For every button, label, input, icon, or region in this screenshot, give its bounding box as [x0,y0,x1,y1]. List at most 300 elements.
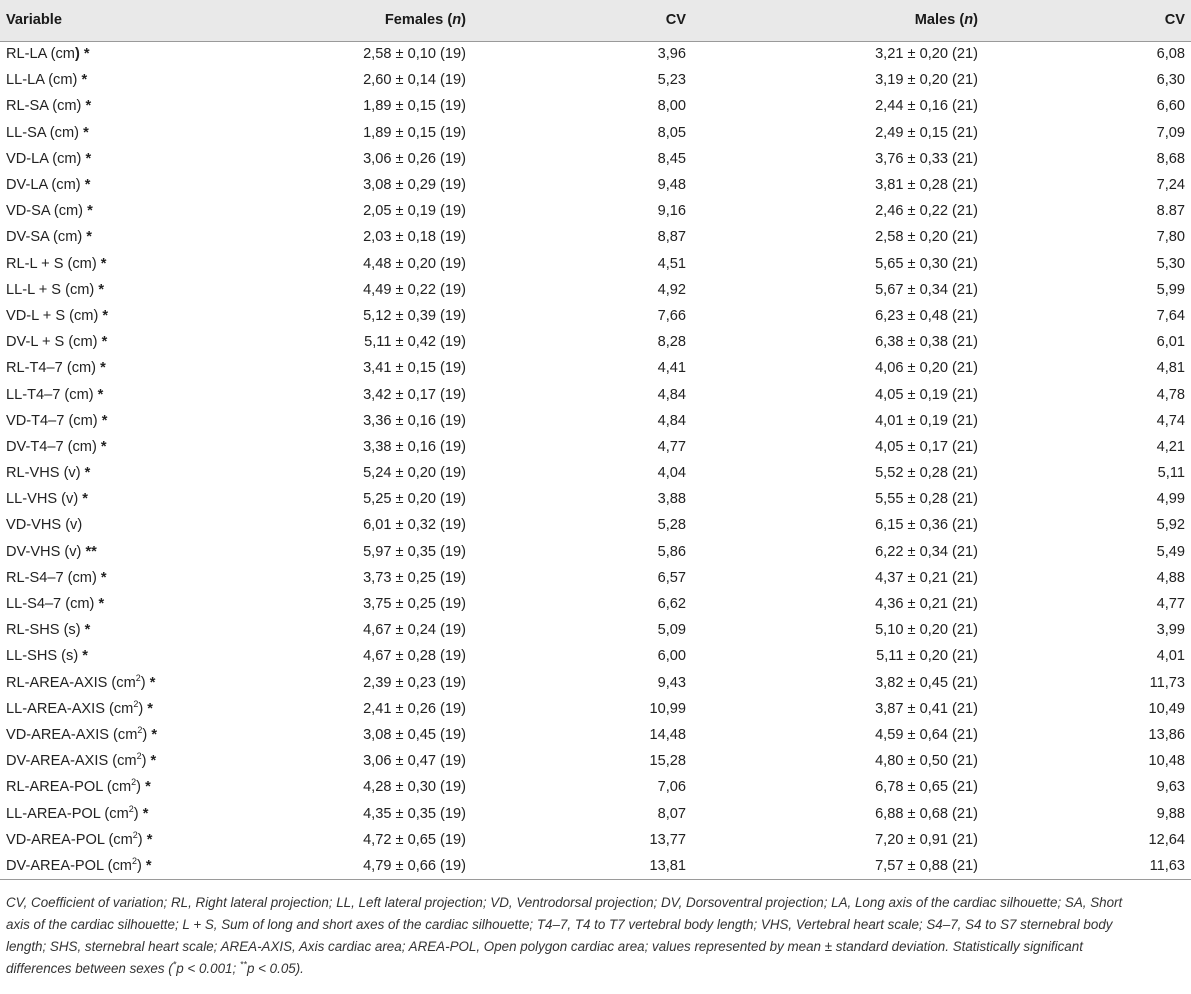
cell-cv-males: 5,92 [1156,517,1185,534]
variable-name: RL-SHS (s [6,622,76,639]
cell-variable [0,617,302,643]
cell-males: 7,20 ± 0,91 (21) [875,831,978,848]
cell-variable [0,329,302,355]
cell-cv-males: 4,21 [1156,438,1185,455]
cell-cv-males: 11,63 [1149,857,1185,874]
cell-females: 3,08 ± 0,29 (19) [363,177,466,194]
cell-cv-males: 10,49 [1148,700,1185,717]
table-row [0,251,1191,277]
cell-variable [0,120,302,146]
cell-females: 3,73 ± 0,25 (19) [363,569,466,586]
cell-cv-males: 9,63 [1156,779,1185,796]
variable-unit-close: ) [76,98,82,115]
cell-variable [0,748,302,774]
cell-males: 5,67 ± 0,34 (21) [875,281,978,298]
cell-males: 4,36 ± 0,21 (21) [875,596,978,613]
significance-marker: * [102,307,109,324]
variable-name: RL-AREA-AXIS (cm [6,674,136,691]
cell-cv-females: 14,48 [649,726,686,743]
variable-name: DV-AREA-AXIS (cm [6,753,137,770]
cell-cv-males: 4,88 [1156,569,1185,586]
variable-unit-close: ) [91,360,97,377]
significance-marker: * [149,674,156,691]
table-row [0,224,1191,250]
cell-variable [0,303,302,329]
table-row [0,643,1191,669]
cell-females: 3,06 ± 0,47 (19) [363,753,466,770]
cell-males: 3,81 ± 0,28 (21) [875,177,978,194]
header-males-n: n [964,12,974,29]
cell-cv-females: 13,81 [649,857,686,874]
variable-unit-superscript: 2 [128,803,134,814]
cell-males: 6,78 ± 0,65 (21) [875,779,978,796]
variable-unit-close: ) [138,700,144,717]
cell-variable [0,146,302,172]
cell-variable [0,408,302,434]
header-cv-males: CV [1164,12,1185,29]
variable-unit-close: ) [74,124,79,141]
cell-variable [0,198,302,224]
variable-unit-close: ) [136,779,142,796]
variable-unit-close: ) [74,46,80,63]
cell-variable [0,251,302,277]
significance-marker: * [82,491,88,508]
variable-name: RL-SA (cm [6,98,77,115]
cell-females: 5,12 ± 0,39 (19) [363,307,466,324]
variable-unit-close: ) [78,203,84,220]
variable-name: LL-AREA-AXIS (cm [6,700,134,717]
significance-marker: * [83,46,90,63]
variable-name: LL-SA (cm [6,124,75,141]
table-row [0,303,1191,329]
table-row [0,93,1191,119]
variable-name: RL-VHS (v [6,465,76,482]
cell-females: 2,39 ± 0,23 (19) [363,674,466,691]
cell-variable [0,93,302,119]
cell-females: 2,60 ± 0,14 (19) [363,72,466,89]
table-row [0,408,1191,434]
table-body [0,41,1191,879]
variable-name: VD-T4–7 (cm [6,412,93,429]
cell-variable [0,434,302,460]
significance-marker: * [83,124,89,141]
cell-variable [0,172,302,198]
cell-males: 7,57 ± 0,88 (21) [875,857,978,874]
cell-variable [0,722,302,748]
variable-name: DV-VHS (v [6,543,77,560]
table-row [0,329,1191,355]
variable-unit-close: ) [92,412,98,429]
variable-unit-close: ) [142,726,148,743]
variable-name: VD-AREA-POL (cm [6,831,133,848]
table-row [0,774,1191,800]
cell-cv-females: 8,07 [657,805,686,822]
significance-marker: * [146,831,153,848]
variable-unit-close: ) [91,569,97,586]
cell-variable [0,827,302,853]
significance-marker: * [150,753,157,770]
table-row [0,670,1191,696]
cell-males: 4,80 ± 0,50 (21) [875,753,978,770]
variable-unit-superscript: 2 [136,751,142,762]
variable-unit-close: ) [91,438,97,455]
cell-females: 3,38 ± 0,16 (19) [363,438,466,455]
significance-marker: * [145,857,152,874]
variable-name: RL-T4–7 (cm [6,360,92,377]
cell-cv-females: 7,66 [657,307,686,324]
cell-variable [0,853,302,879]
variable-unit-close: ) [141,753,147,770]
cell-cv-males: 4,74 [1156,412,1185,429]
variable-unit-close: ) [136,857,142,874]
significance-marker: * [101,412,108,429]
cell-cv-males: 10,48 [1148,753,1185,770]
cell-males: 3,21 ± 0,20 (21) [875,46,978,63]
variable-name: RL-L + S (cm [6,255,92,272]
table-row [0,591,1191,617]
significance-marker: * [97,386,104,403]
cell-males: 4,05 ± 0,17 (21) [875,438,978,455]
cell-females: 3,08 ± 0,45 (19) [363,726,466,743]
cell-cv-females: 8,87 [657,229,686,246]
cell-cv-males: 4,78 [1156,386,1185,403]
cell-females: 6,01 ± 0,32 (19) [363,517,466,534]
significance-marker: * [142,805,149,822]
cell-males: 2,58 ± 0,20 (21) [875,229,978,246]
cell-males: 5,65 ± 0,30 (21) [875,255,978,272]
variable-unit-close: ) [140,674,146,691]
significance-marker: * [85,98,92,115]
significance-marker: * [98,596,105,613]
cell-cv-females: 7,06 [657,779,686,796]
significance-marker: * [85,150,92,167]
cell-cv-males: 3,99 [1156,622,1185,639]
cell-cv-females: 8,00 [657,98,686,115]
significance-marker: * [81,72,88,89]
cell-cv-males: 6,08 [1156,46,1185,63]
cell-males: 4,01 ± 0,19 (21) [875,412,978,429]
header-cv-females: CV [665,12,686,29]
footnote-abbreviations: CV, Coefficient of variation; RL, Right lateral projection; LL, Left lateral projection; VD, Ventrodorsal projection; DV, Dorsoventral projection; LA, Long axis of the cardiac silhouette; SA, Short axis of the cardiac silhouette; L + S, Sum of long and short axes of the cardiac silhouette; T4–7, T4 to T7 vertebral body length; VHS, Vertebral heart scale; S4–7, S4 to S7 sternebral body length; SHS, sternebral heart scale; AREA-AXIS, Axis cardiac area; AREA-POL, Open polygon cardiac area; values represented by mean ± standard deviation. [6,894,1123,954]
significance-marker: * [84,622,91,639]
variable-unit-superscript: 2 [133,698,139,709]
variable-unit-superscript: 2 [135,672,141,683]
significance-marker: * [98,281,105,298]
table-row [0,853,1191,879]
cell-males: 3,87 ± 0,41 (21) [875,700,978,717]
cell-cv-males: 7,80 [1156,229,1185,246]
cell-females: 4,28 ± 0,30 (19) [363,779,466,796]
cell-males: 2,44 ± 0,16 (21) [875,98,978,115]
variable-unit-close: ) [73,491,79,508]
cell-cv-males: 4,99 [1156,491,1185,508]
cell-females: 5,25 ± 0,20 (19) [363,491,466,508]
table-row [0,460,1191,486]
footnote-mark-1: * [172,959,177,970]
variable-name: LL-L + S (cm [6,281,90,298]
cell-cv-females: 8,28 [657,334,686,351]
table-row [0,696,1191,722]
cell-males: 5,52 ± 0,28 (21) [875,465,978,482]
cell-variable [0,800,302,826]
significance-marker: * [145,779,151,796]
header-females: Females (n) [384,12,466,29]
cell-males: 6,88 ± 0,68 (21) [875,805,978,822]
cell-males: 6,15 ± 0,36 (21) [875,517,978,534]
variable-name: VD-LA (cm [6,150,77,167]
cell-cv-females: 5,09 [657,622,686,639]
cell-cv-females: 5,28 [657,517,686,534]
table-row [0,486,1191,512]
significance-marker: * [84,465,91,482]
cell-females: 3,41 ± 0,15 (19) [363,360,466,377]
table-row [0,355,1191,381]
variable-unit-close: ) [76,543,82,560]
cell-females: 4,79 ± 0,66 (19) [363,857,466,874]
variable-name: RL-AREA-POL (cm [6,779,132,796]
variable-name: DV-T4–7 (cm [6,438,92,455]
cell-cv-males: 4,81 [1156,360,1185,377]
variable-unit-superscript: 2 [131,777,137,788]
variable-unit-close: ) [89,281,95,298]
header-females-label: Females [384,12,444,29]
cell-males: 2,46 ± 0,22 (21) [875,203,978,220]
variable-name: LL-AREA-POL (cm [6,805,129,822]
cell-variable [0,224,302,250]
cell-females: 2,05 ± 0,19 (19) [363,203,466,220]
variable-unit-close: ) [91,255,97,272]
cell-cv-females: 9,43 [657,674,686,691]
variable-name: VD-SA (cm [6,203,79,220]
header-males: Males (n) [914,12,978,29]
table-row [0,172,1191,198]
cell-cv-males: 6,30 [1156,72,1185,89]
variable-name: DV-SA (cm [6,229,78,246]
cell-variable [0,591,302,617]
cell-females: 3,75 ± 0,25 (19) [363,596,466,613]
cell-cv-males: 8.87 [1156,203,1185,220]
cell-males: 4,06 ± 0,20 (21) [875,360,978,377]
variable-name: DV-AREA-POL (cm [6,857,132,874]
variable-name: DV-L + S (cm [6,334,93,351]
cell-cv-females: 10,99 [649,700,686,717]
cell-cv-females: 5,86 [657,543,686,560]
cell-cv-females: 4,84 [657,386,686,403]
cell-cv-females: 4,04 [657,465,686,482]
cell-cv-females: 4,84 [657,412,686,429]
variable-name: RL-S4–7 (cm [6,569,92,586]
cell-females: 2,58 ± 0,10 (19) [363,46,466,63]
variable-unit-close: ) [89,596,95,613]
significance-marker: * [84,177,91,194]
cell-cv-females: 4,92 [657,281,686,298]
cell-variable [0,539,302,565]
variable-name: RL-LA (cm [6,46,75,63]
variable-unit-close: ) [75,177,81,194]
variable-name: VD-L + S (cm [6,307,94,324]
cell-males: 5,11 ± 0,20 (21) [876,648,978,665]
cell-cv-females: 8,05 [657,124,686,141]
cell-cv-males: 8,68 [1156,150,1185,167]
cell-males: 4,59 ± 0,64 (21) [875,726,978,743]
variable-unit-close: ) [93,307,99,324]
cell-variable [0,67,302,93]
cell-variable [0,774,302,800]
variable-unit-superscript: 2 [131,855,137,866]
table-row [0,617,1191,643]
cell-females: 4,48 ± 0,20 (19) [363,255,466,272]
variable-unit-close: ) [73,648,79,665]
table-row [0,120,1191,146]
cell-females: 4,67 ± 0,28 (19) [363,648,466,665]
variable-unit-close: ) [72,72,78,89]
cell-females: 2,41 ± 0,26 (19) [363,700,466,717]
cell-cv-females: 6,00 [657,648,686,665]
cell-females: 5,24 ± 0,20 (19) [363,465,466,482]
cell-females: 2,03 ± 0,18 (19) [363,229,466,246]
table-row [0,800,1191,826]
table-row [0,198,1191,224]
significance-marker: * [86,229,92,246]
cell-variable [0,565,302,591]
cell-variable [0,670,302,696]
cell-cv-females: 4,77 [657,438,686,455]
cell-males: 4,37 ± 0,21 (21) [875,569,978,586]
variable-name: LL-SHS (s [6,648,74,665]
cell-variable [0,355,302,381]
variable-name: VD-AREA-AXIS (cm [6,726,138,743]
cell-males: 2,49 ± 0,15 (21) [875,124,978,141]
cell-cv-females: 3,88 [657,491,686,508]
cell-cv-males: 13,86 [1148,726,1185,743]
cell-females: 3,06 ± 0,26 (19) [363,150,466,167]
variable-unit-close: ) [77,229,83,246]
header-variable: Variable [6,12,62,29]
cell-cv-females: 6,57 [657,569,686,586]
variable-unit-close: ) [75,465,81,482]
cell-cv-males: 6,60 [1156,98,1185,115]
cell-males: 3,19 ± 0,20 (21) [875,72,978,89]
variable-unit-superscript: 2 [137,725,143,736]
variable-unit-close: ) [88,386,94,403]
cell-cv-females: 5,23 [657,72,686,89]
cell-males: 6,38 ± 0,38 (21) [875,334,978,351]
variable-name: LL-LA (cm [6,72,73,89]
footnote-significance: Statistically significant differences between sexes (*p < 0.001; **p < 0.05). [6,938,1083,976]
table-row [0,277,1191,303]
cell-males: 5,10 ± 0,20 (21) [875,622,978,639]
cell-cv-males: 7,09 [1156,124,1185,141]
cell-males: 6,23 ± 0,48 (21) [875,307,978,324]
table-row [0,41,1191,67]
cell-males: 4,05 ± 0,19 (21) [875,386,978,403]
cell-females: 1,89 ± 0,15 (19) [363,98,466,115]
header-females-n: n [452,12,462,29]
footnote-mark-2: ** [239,959,247,970]
significance-marker: * [100,255,107,272]
significance-marker: * [101,334,108,351]
table-header-row [0,0,1191,41]
variable-unit-close: ) [76,150,82,167]
cell-variable [0,696,302,722]
table-row [0,67,1191,93]
significance-marker: * [82,648,88,665]
cell-variable [0,460,302,486]
variable-unit-close: ) [75,622,81,639]
variable-name: LL-VHS (v [6,491,74,508]
table-row [0,146,1191,172]
cell-variable [0,277,302,303]
cell-females: 3,36 ± 0,16 (19) [363,412,466,429]
variable-name: VD-VHS (v [6,517,78,534]
cell-variable [0,512,302,538]
cell-cv-females: 13,77 [649,831,686,848]
significance-marker: * [147,700,153,717]
significance-marker: * [87,203,93,220]
table-row [0,827,1191,853]
cell-cv-males: 4,77 [1156,596,1185,613]
variable-unit-close: ) [92,334,98,351]
significance-marker: * [151,726,157,743]
cell-females: 3,42 ± 0,17 (19) [363,386,466,403]
cell-cv-males: 5,30 [1156,255,1185,272]
table-row [0,381,1191,407]
variable-unit-close: ) [77,517,83,534]
cell-cv-females: 9,48 [657,177,686,194]
cell-variable [0,486,302,512]
header-males-label: Males [914,12,956,29]
cell-variable [0,41,302,67]
cell-cv-males: 4,01 [1156,648,1185,665]
cell-cv-females: 4,51 [657,255,686,272]
cell-males: 3,76 ± 0,33 (21) [875,150,978,167]
table-row [0,512,1191,538]
cell-cv-females: 8,45 [657,150,686,167]
cell-males: 5,55 ± 0,28 (21) [875,491,978,508]
cell-males: 6,22 ± 0,34 (21) [875,543,978,560]
cell-cv-males: 6,01 [1156,334,1185,351]
significance-marker: ** [85,543,97,560]
table-row [0,434,1191,460]
table-row [0,565,1191,591]
significance-marker: * [100,438,107,455]
cell-cv-females: 15,28 [649,753,686,770]
cell-cv-males: 11,73 [1149,674,1185,691]
cell-variable [0,381,302,407]
cell-cv-males: 5,99 [1156,281,1185,298]
variable-name: LL-S4–7 (cm [6,596,90,613]
cell-cv-males: 7,64 [1156,307,1185,324]
cell-cv-females: 9,16 [657,203,686,220]
table-row [0,748,1191,774]
cell-females: 5,11 ± 0,42 (19) [364,334,466,351]
significance-marker: * [100,360,106,377]
cell-females: 4,72 ± 0,65 (19) [363,831,466,848]
variable-unit-close: ) [133,805,139,822]
cell-females: 4,67 ± 0,24 (19) [363,622,466,639]
variable-unit-close: ) [137,831,143,848]
variable-unit-superscript: 2 [132,829,138,840]
cell-cv-males: 9,88 [1156,805,1185,822]
cell-variable [0,643,302,669]
variable-name: DV-LA (cm [6,177,76,194]
cell-females: 4,49 ± 0,22 (19) [363,281,466,298]
cell-cv-males: 5,49 [1156,543,1185,560]
variable-name: LL-T4–7 (cm [6,386,89,403]
significance-marker: * [100,569,107,586]
cell-cv-males: 7,24 [1156,177,1185,194]
table-row [0,722,1191,748]
